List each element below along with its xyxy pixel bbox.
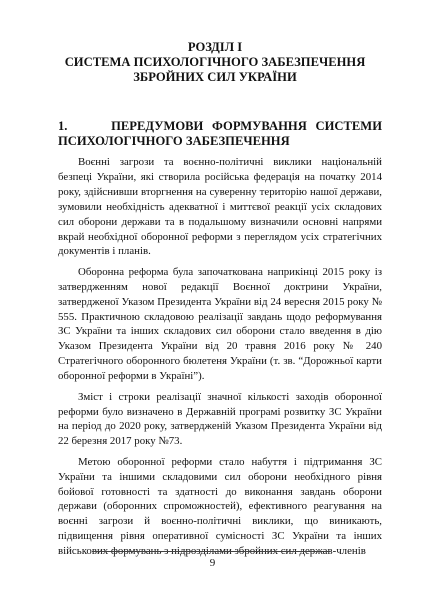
chapter-heading <box>50 40 380 85</box>
chapter-title-line-1: СИСТЕМА ПСИХОЛОГІЧНОГО ЗАБЕЗПЕЧЕННЯ <box>64 55 366 69</box>
paragraph-3: Зміст і строки реалізації значної кількості заходів оборонної реформи було визначено в Державній програмі розвитку ЗС України на період до 2020 року, затвердженій Указом Президента України від 22 березня 2017 року №73. <box>58 390 382 448</box>
section-heading: 1. ПЕРЕДУМОВИ ФОРМУВАННЯ СИСТЕМИ ПСИХОЛОГІЧНОГО ЗАБЕЗПЕЧЕННЯ <box>58 119 382 148</box>
chapter-label: РОЗДІЛ І <box>187 40 243 54</box>
footer-rule <box>92 551 330 552</box>
paragraph-2: Оборонна реформа була започаткована наприкінці 2015 року із затвердженням нової редакції Воєнної доктрини України, затвердженої Указом Президента України від 24 вересня 2015 року № 555. Практичною складовою реалізації завдань щодо реформування ЗС України та інших складових сил оборони стало введення в дію Указом Президента України від 20 травня 2016 року № 240 Стратегічного оборонного бюлетеня України (т. зв. “Дорожньої карти оборонної реформи в Україні”). <box>58 265 382 383</box>
paragraph-4: Метою оборонної реформи стало набуття і підтримання ЗС України та іншими складовими сил оборони необхідного рівня бойової готовності та здатності до виконання завдань оборони держави (оборонних спроможностей), ефективного реагування на воєнні загрози й воєнно-політичні виклики, що виникають, підвищення рівня оперативної сумісності ЗС України та інших військових формувань з підрозділами збройних сил держав-членів <box>58 455 382 558</box>
chapter-title-line-2: ЗБРОЙНИХ СИЛ УКРАЇНИ <box>133 70 297 84</box>
paragraph-1: Воєнні загрози та воєнно-політичні виклики національній безпеці України, які створила російська федерація на початку 2014 року, здійснивши вторгнення на суверенну територію нашої держави, зумовили необхідність адекватної і миттєвої реакції усіх складових сил оборони держави та в подальшому визначили основні напрями вкрай необхідної оборонної реформи з переглядом усіх стратегічних документів і планів. <box>58 156 382 258</box>
body-text <box>58 155 382 565</box>
page-number: 9 <box>209 557 216 569</box>
